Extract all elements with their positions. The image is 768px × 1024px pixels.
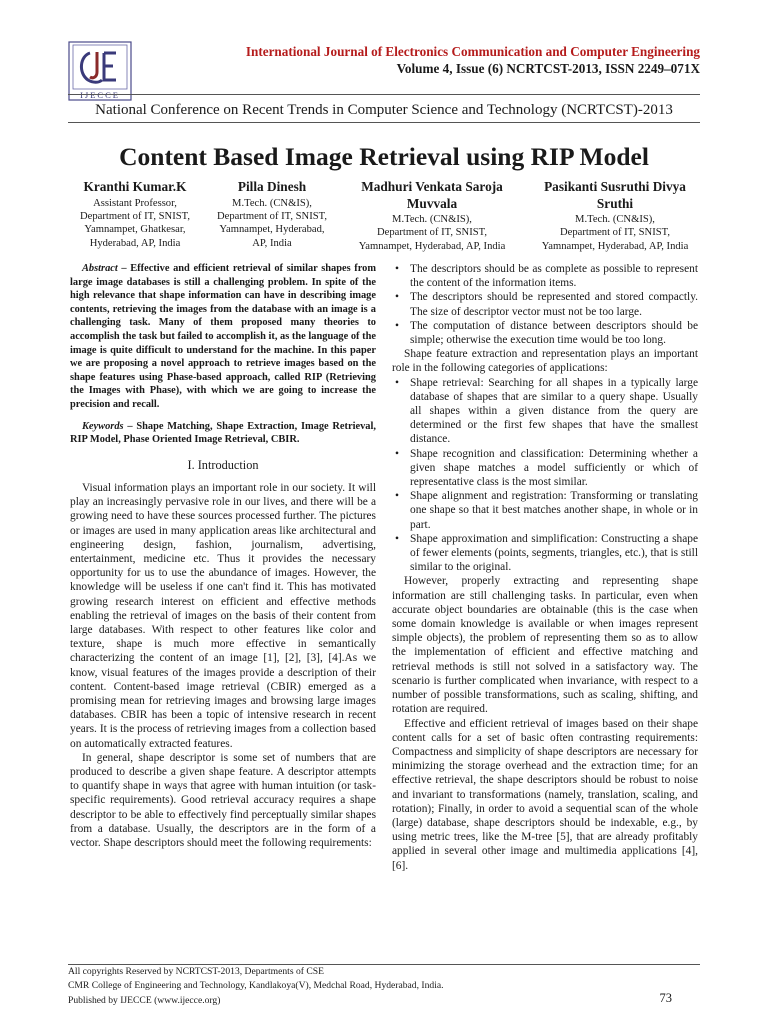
keywords-label: Keywords [82, 420, 124, 432]
list-item: • The descriptors should be represented and stored compactly. The size of descriptor vector must not be too large. [392, 290, 698, 318]
abstract [70, 262, 376, 412]
journal-volume-line: Volume 4, Issue (6) NCRTCST-2013, ISSN 2249–071X [396, 61, 700, 76]
author-block-1 [64, 179, 206, 250]
author-name: Kranthi Kumar.K [83, 179, 187, 194]
body-paragraph: Effective and efficient retrieval of images based on their shape content calls for a set of basic often contrasting requirements: Compactness and simplicity of shape descriptors are necessary for minimizing the storage overhead and the extraction time; for an effective retrieval, the shape descriptors should be robust to noise and invariant to transformations (namely, translation, scaling, and rotation); Finally, in order to avoid a sequential scan of the whole (large) database, shape descriptors should be indexable, e.g., by using metric trees, like the M-tree [5], that are already profitably applied in several other image and multimedia applications [4], [6]. [392, 717, 698, 872]
author-affiliation-line: M.Tech. (CN&IS), [392, 214, 472, 225]
footer-publisher: Published by IJECCE (www.ijecce.org) [68, 995, 221, 1006]
author-block-2 [206, 179, 338, 250]
body-paragraph: However, properly extracting and representing shape information are still challenging tasks. In particular, even when accurate object boundaries are obtainable (this is the case when some domain knowledge is available or when images represent simple objects), the problem of representing them so as to allow the implementation of efficient and effective matching and retrieval methods is still not solved in a satisfactory way. The scenario is further complicated when invariance, with respect to a number of possible transformations, such as scaling, shifting, and rotation are required. [392, 575, 698, 716]
author-affiliation-line: Department of IT, SNIST, [377, 227, 487, 239]
list-item: • Shape recognition and classification: Determining whether a given shape matches a model sufficiently or which of representative class is the most similar. [392, 447, 698, 490]
conference-title: National Conference on Recent Trends in Computer Science and Technology (NCRTCST)-2013 [95, 102, 673, 118]
author-affiliation-line: Yamnampet, Hyderabad, [219, 224, 325, 236]
author-block-4 [526, 179, 704, 253]
author-affiliation-line: Department of IT, SNIST, [217, 210, 327, 222]
author-affiliation-line: AP, India [252, 237, 292, 249]
footer-rule [68, 964, 700, 965]
right-column [392, 262, 698, 873]
section-heading: I. Introduction [187, 457, 259, 472]
left-column [70, 262, 376, 850]
author-affiliation-line: M.Tech. (CN&IS), [232, 197, 312, 209]
body-paragraph: Shape feature extraction and representation plays an important role in the following categories of applications: [392, 348, 698, 375]
body-paragraph: Visual information plays an important role in our society. It will play an increasingly pervasive role in our lives, and there will be a growing need to have these sources processed further. The pictures or images are used in many application areas like architectural and engineering design, fashion, journalism, advertising, entertainment, medicine etc. Thus it provides the necessary opportunity for us to use the abundance of images. However, the knowledge will be useless if one can't find it. This has motivated growing research interest on efficient and effective methods enabling the retrieval of images on the basis of their content from large databases. With respect to other features like color and texture, shape is much more effective in semantically characterizing the content of an image [1], [2], [3], [4].As we know, visual features of the images provide a description of their content. Content-based image retrieval (CBIR) emerged as a promising mean for retrieving images and browsing large images databases. CBIR has been a topic of intensive research in recent years. It is the process of retrieving images from a collection based on automatically extracted features. [70, 481, 376, 750]
keywords-text: – Shape Matching, Shape Extraction, Image Retrieval, RIP Model, Phase Oriented Image Retrieval, CBIR. [70, 420, 376, 446]
page-number: 73 [659, 991, 672, 1005]
paper-title: Content Based Image Retrieval using RIP Model [119, 142, 649, 171]
footer-copyright: All copyrights Reserved by NCRTCST-2013, Departments of CSE [68, 966, 324, 977]
author-name: Madhuri Venkata Saroja Muvvala [361, 179, 503, 211]
keywords [70, 420, 376, 447]
body-paragraph: In general, shape descriptor is some set of numbers that are produced to describe a given shape feature. A descriptor attempts to quantify shape in ways that agree with human intuition (or task-specific requirements). Good retrieval accuracy requires a shape descriptor to be able to effectively find perceptually similar shapes from a database. Usually, the descriptors are in the form of a vector. Shape descriptors should meet the following requirements: [70, 751, 376, 849]
author-affiliation-line: Hyderabad, AP, India [89, 237, 181, 249]
logo-text: IJECCE [80, 90, 120, 100]
list-item: • Shape alignment and registration: Transforming or translating one shape so that it best matches another shape, in whole or in part. [392, 489, 698, 532]
list-item: • Shape retrieval: Searching for all shapes in a typically large database of shapes that are similar to a query shape. Usually all shapes within a given distance from the query are determined or the first few shapes that have the smallest distance. [392, 376, 698, 447]
abstract-label: Abstract [82, 263, 118, 274]
author-affiliation-line: Yamnampet, Ghatkesar, [84, 224, 186, 236]
abstract-text: – Effective and efficient retrieval of similar shapes from large image databases is still a challenging problem. In spite of the high relevance that shape information can have in describing image contents, retrieving the images from the database with an image is a challenging task. Many of them proposed many theories to accomplish the task but failed to accomplish it, as the language of the image is quite difficult to understand for the machine. In this paper we are proposing a novel approach to retrieve images based on the shape features using Phase-based approach, called RIP (Retrieving the Images with Phase), with which we are going to increase the precision and recall. [70, 263, 376, 410]
author-affiliation-line: Department of IT, SNIST, [80, 210, 190, 222]
conference-rule [68, 122, 700, 123]
author-name: Pilla Dinesh [237, 179, 307, 194]
header-rule [68, 94, 700, 95]
author-block-3 [344, 179, 520, 253]
author-name: Pasikanti Susruthi Divya Sruthi [544, 179, 686, 211]
list-item: • The descriptors should be as complete as possible to represent the content of the information items. [392, 262, 698, 290]
footer-college: CMR College of Engineering and Technology, Kandlakoya(V), Medchal Road, Hyderabad, India. [68, 980, 444, 991]
list-item: • The computation of distance between descriptors should be simple; otherwise the execution time would be too long. [392, 319, 698, 347]
author-affiliation-line: Assistant Professor, [93, 197, 177, 209]
journal-title: International Journal of Electronics Communication and Computer Engineering [245, 44, 700, 59]
author-affiliation-line: Yamnampet, Hyderabad, AP, India [541, 240, 689, 252]
ijecce-logo [66, 40, 134, 102]
author-affiliation-line: M.Tech. (CN&IS), [575, 214, 655, 225]
author-affiliation-line: Yamnampet, Hyderabad, AP, India [358, 240, 506, 252]
list-item: • Shape approximation and simplification: Constructing a shape of fewer elements (points, segments, triangles, etc.), that is still similar to the original. [392, 532, 698, 575]
author-affiliation-line: Department of IT, SNIST, [560, 227, 670, 239]
